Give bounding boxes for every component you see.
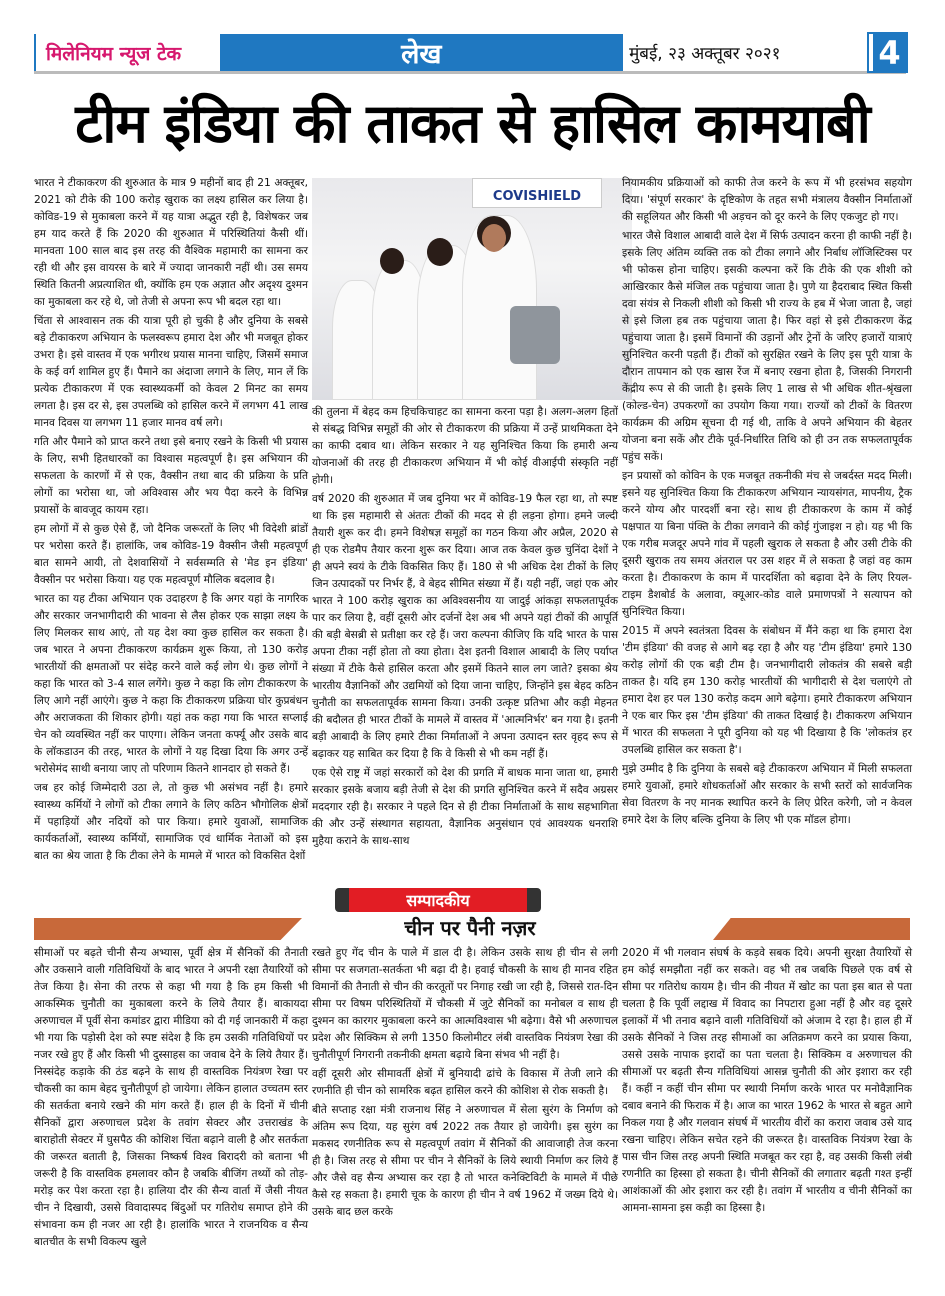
paragraph: मुझे उम्मीद है कि दुनिया के सबसे बड़े टीकाकरण अभियान में मिली सफलता हमारे युवाओं, हमारे शोधकर्ताओं और सरकार के सभी स्तरों को सार्वजनिक सेवा वितरण के नए मानक स्थापित करने के लिए प्रेरित करेगी, जो न केवल हमारे देश के लिए बल्कि दुनिया के लिए भी एक मॉडल होगा। <box>622 763 912 826</box>
paragraph: इन प्रयासों को कोविन के एक मजबूत तकनीकी मंच से जबर्दस्त मदद मिली। इसने यह सुनिश्चित किया कि टीकाकरण अभियान न्यायसंगत, मापनीय, ट्रैक करने योग्य और पारदर्शी बना रहे। साथ ही टीकाकरण के काम में कोई पक्षपात या बिना पंक्ति के टीका लगवाने की कोई गुंजाइश न हो। यह भी कि एक गरीब मजदूर अपने गांव में पहली खुराक ले सकता है और उसी टीके की दूसरी खुराक तय समय अंतराल पर उस शहर में ले सकता है जहां वह काम करता है। टीकाकरण के काम में पारदर्शिता को बढ़ावा देने के लिए रियल-टाइम डैशबोर्ड के अलावा, क्यूआर-कोड वाले प्रमाणपत्रों ने सत्यापन को सुनिश्चित किया। <box>622 470 912 618</box>
face <box>482 224 506 252</box>
vaccination-photo <box>312 178 632 400</box>
editorial-banner: सम्पादकीय <box>335 888 541 912</box>
editorial-column-3 <box>622 945 912 1219</box>
newspaper-brand: मिलेनियम न्यूज टेक <box>34 34 220 71</box>
paragraph: वर्ष 2020 की शुरुआत में जब दुनिया भर में कोविड-19 फैल रहा था, तो स्पष्ट था कि इस महामारी से अंततः टीकों की मदद से ही लड़ना होगा। हमने जल्दी तैयारी शुरू कर दी। हमने विशेषज्ञ समूहों का गठन किया और अप्रैल, 2020 से ही एक रोडमैप तैयार करना शुरू कर दिया। आज तक केवल कुछ चुनिंदा देशों ने ही अपने स्वयं के टीके विकसित किए हैं। 180 से भी अधिक देश टीकों के लिए जिन उत्पादकों पर निर्भर हैं, वे बेहद सीमित संख्या में हैं। यही नहीं, जहां एक ओर भारत ने 100 करोड़ खुराक का अविश्वसनीय या जादुई आंकड़ा सफलतापूर्वक पार कर लिया है, वहीं दूसरी ओर दर्जनों देश अब भी अपने यहां टीकों की आपूर्ति की बड़ी बेसब्री से प्रतीक्षा कर रहे हैं। जरा कल्पना कीजिए कि यदि भारत के पास अपना टीका नहीं होता तो क्या होता। देश इतनी विशाल आबादी के लिए पर्याप्त संख्या में टीके कैसे हासिल करता और इसमें कितने साल लग जाते? इसका श्रेय भारतीय वैज्ञानिकों और उद्यमियों को दिया जाना चाहिए, जिन्होंने इस बेहद कठिन चुनौती का सफलतापूर्वक सामना किया। उनकी उत्कृष्ट प्रतिभा और कड़ी मेहनत की बदौलत ही भारत टीकों के मामले में वास्तव में 'आत्मनिर्भर' बन गया है। इतनी बड़ी आबादी के लिए हमारे टीका निर्माताओं ने अपना उत्पादन स्तर वृहद रूप से बढ़ाकर यह साबित कर दिया है कि वे किसी से भी कम नहीं हैं। <box>312 493 618 760</box>
decorative-bar-right <box>713 918 910 940</box>
paragraph: भारत ने टीकाकरण की शुरुआत के मात्र 9 महीनों बाद ही 21 अक्तूबर, 2021 को टीके की 100 करोड़ खुराक का लक्ष्य हासिल कर लिया है। कोविड-19 से मुकाबला करने में यह यात्रा अद्भुत रही है, विशेषकर जब हम याद करते हैं कि 2020 की शुरुआत में परिस्थितियां कैसी थीं। मानवता 100 साल बाद इस तरह की वैश्विक महामारी का सामना कर रही थी और इस वायरस के बारे में ज्यादा जानकारी नहीं थी। उस समय स्थिति कितनी अप्रत्याशित थी, क्योंकि हम एक अज्ञात और अदृश्य दुश्मन का मुकाबला कर रहे थे, जो तेजी से अपना रूप भी बदल रहा था। <box>34 177 308 308</box>
vaccine-cooler <box>510 306 560 364</box>
covishield-box: COVISHIELD <box>472 178 602 208</box>
article-column-3 <box>622 175 912 831</box>
paragraph: एक ऐसे राष्ट्र में जहां सरकारों को देश की प्रगति में बाधक माना जाता था, हमारी सरकार इसके बजाय बड़ी तेजी से देश की प्रगति सुनिश्चित करने में सदैव अग्रसर मददगार रही है। सरकार ने पहले दिन से ही टीका निर्माताओं के साथ सहभागिता की और उन्हें संस्थागत सहायता, वैज्ञानिक अनुसंधान एवं आवश्यक धनराशि मुहैया कराने के साथ-साथ <box>312 767 618 847</box>
editorial-title: चीन पर पैनी नज़र <box>404 916 536 940</box>
paragraph: भारत जैसे विशाल आबादी वाले देश में सिर्फ उत्पादन करना ही काफी नहीं है। इसके लिए अंतिम व्यक्ति तक को टीका लगाने और निर्बाध लॉजिस्टिक्स पर भी फोकस होना चाहिए। इसकी कल्पना करें कि टीके की एक शीशी को आखिरकार कैसे मंजिल तक पहुंचाया जाता है। पुणे या हैदराबाद स्थित किसी दवा संयंत्र से निकली शीशी को किसी भी राज्य के हब में भेजा जाता है, जहां से इसे जिला हब तक पहुंचाया जाता है। फिर वहां से इसे टीकाकरण केंद्र पहुंचाया जाता है। इसमें विमानों की उड़ानों और ट्रेनों के जरिए हजारों यात्राएं सुनिश्चित करनी पड़ती हैं। टीकों को सुरक्षित रखने के लिए इस पूरी यात्रा के दौरान तापमान को एक खास रेंज में बनाए रखना होता है, जिसकी निगरानी केंद्रीय रूप से की जाती है। इसके लिए 1 लाख से भी अधिक शीत-श्रृंखला (कोल्ड-चेन) उपकरणों का उपयोग किया गया। राज्यों को टीकों के वितरण कार्यक्रम की अग्रिम सूचना दी गई थी, ताकि वे अपने अभियान की बेहतर योजना बना सकें और टीके पूर्व-निर्धारित तिथि को ही उन तक सफलतापूर्वक पहुंच सकें। <box>622 230 912 463</box>
paragraph: जब हर कोई जिम्मेदारी उठा ले, तो कुछ भी असंभव नहीं है। हमारे स्वास्थ्य कर्मियों ने लोगों को टीका लगाने के लिए कठिन भौगोलिक क्षेत्रों में पहाड़ियों और नदियों को पार किया। हमारे युवाओं, सामाजिक कार्यकर्ताओं, स्वास्थ्य कर्मियों, सामाजिक एवं धार्मिक नेताओं को इस बात का श्रेय जाता है कि टीका लेने के मामले में भारत को विकसित देशों <box>34 782 308 862</box>
decorative-bar-left <box>34 918 302 940</box>
paragraph: गति और पैमाने को प्राप्त करने तथा इसे बनाए रखने के किसी भी प्रयास के लिए, सभी हितधारकों का विश्वास महत्वपूर्ण है। इस अभियान की सफलता के कारणों में से एक, वैक्सीन तथा बाद की प्रक्रिया के प्रति लोगों का भरोसा था, जो अविश्वास और भय पैदा करने के विभिन्न प्रयासों के बावजूद कायम रहा। <box>34 436 308 516</box>
page-header <box>34 34 906 74</box>
paragraph: वहीं दूसरी ओर सीमावर्ती क्षेत्रों में बुनियादी ढांचे के विकास में तेजी लाने की रणनीति ही चीन को सामरिक बढ़त हासिल करने की कोशिश से रोक सकती है। <box>312 1068 618 1097</box>
article-column-1 <box>34 175 308 867</box>
paragraph: नियामकीय प्रक्रियाओं को काफी तेज करने के रूप में भी हरसंभव सहयोग दिया। 'संपूर्ण सरकार' के दृष्टिकोण के तहत सभी मंत्रालय वैक्सीन निर्माताओं की सहूलियत और किसी भी अड़चन को दूर करने के लिए एकजुट हो गए। <box>622 177 912 223</box>
article-headline: टीम इंडिया की ताकत से हासिल कामयाबी <box>75 92 870 155</box>
paragraph: सीमाओं पर बढ़ते चीनी सैन्य अभ्यास, पूर्वी क्षेत्र में सैनिकों की तैनाती और उकसाने वाली गतिविधियों के बाद भारत ने अपनी रक्षा तैयारियों को तेज किया है। सेना की तरफ से कहा भी गया है कि हम किसी भी आकस्मिक चुनौती का मुकाबला करने के लिये तैयार हैं। बाकायदा अरुणाचल में पूर्वी सेना कमांडर द्वारा मीडिया को दी गई जानकारी में कहा भी गया कि पड़ोसी देश को स्पष्ट संदेश है कि हम उसकी गतिविधियों पर नजर रखे हुए हैं और किसी भी दुस्साहस का जवाब देने के लिये तैयार हैं। निस्संदेह कड़ाके की ठंड बढ़ने के साथ ही वास्तविक नियंत्रण रेखा पर चौकसी का काम बेहद चुनौतीपूर्ण हो जायेगा। लेकिन हालात उच्चतम स्तर की सतर्कता बनाये रखने की मांग करते हैं। हाल ही के दिनों में चीनी सैनिकों द्वारा अरुणाचल प्रदेश के तवांग सेक्टर और उत्तराखंड के बाराहोती सेक्टर में घुसपैठ की कोशिश चिंता बढ़ाने वाली है और सतर्कता की जरूरत बताती है, जिसका निष्कर्ष विश्व बिरादरी को बताना भी जरूरी है कि वास्तविक हमलावर कौन है जबकि बीजिंग तथ्यों को तोड़-मरोड़ कर पेश करता रहा है। हालिया दौर की सैन्य वार्ता में जैसी नीयत चीन ने दिखायी, उससे विवादास्पद बिंदुओं पर गतिरोध समाप्त होने की संभावना कम ही नजर आ रही है। हालांकि भारत ने राजनयिक व सैन्य बातचीत के सभी विकल्प खुले <box>34 947 308 1248</box>
head <box>380 248 404 274</box>
paragraph: 2020 में भी गलवान संघर्ष के कड़वे सबक दिये। अपनी सुरक्षा तैयारियों से हम कोई समझौता नहीं कर सकते। वह भी तब जबकि पिछले एक वर्ष से सीमा पर गतिरोध कायम है। चीन की नीयत में खोट का पता इस बात से पता चलता है कि पूर्वी लद्दाख में विवाद का निपटारा हुआ नहीं है और वह दूसरे इलाकों में भी तनाव बढ़ाने वाली गतिविधियों को अंजाम दे रहा है। हाल ही में उसके सैनिकों ने जिस तरह सीमाओं का अतिक्रमण करने का प्रयास किया, उससे उसके नापाक इरादों का पता चलता है। सिक्किम व अरुणाचल की सीमाओं पर बढ़ती सैन्य गतिविधियां आसन्न चुनौती की ओर इशारा कर रही हैं। कहीं न कहीं चीन सीमा पर स्थायी निर्माण करके भारत पर मनोवैज्ञानिक दबाव बनाने की फिराक में है। आज का भारत 1962 के भारत से बहुत आगे निकल गया है और गलवान संघर्ष में भारतीय वीरों का करारा जवाब उसे याद रखना चाहिए। लेकिन सचेत रहने की जरूरत है। वास्तविक नियंत्रण रेखा के पास चीन जिस तरह अपनी स्थिति मजबूत कर रहा है, वह उसकी किसी लंबी रणनीति का हिस्सा हो सकता है। चीनी सैनिकों की लगातार बढ़ती गश्त इन्हीं आशंकाओं की ओर इशारा कर रही है। तवांग में भारतीय व चीनी सैनिकों का आमना-सामना इस कड़ी का हिस्सा है। <box>622 947 912 1214</box>
paragraph: चिंता से आश्वासन तक की यात्रा पूरी हो चुकी है और दुनिया के सबसे बड़े टीकाकरण अभियान के फलस्वरूप हमारा देश और भी मजबूत होकर उभरा है। इसे वास्तव में एक भगीरथ प्रयास मानना चाहिए, जिसमें समाज के कई वर्ग शामिल हुए हैं। पैमाने का अंदाजा लगाने के लिए, मान लें कि प्रत्येक टीकाकरण में एक स्वास्थ्यकर्मी को केवल 2 मिनट का समय लगता है। इस दर से, इस उपलब्धि को हासिल करने में लगभग 41 लाख मानव दिवस या लगभग 11 हजार मानव वर्ष लगे। <box>34 315 308 429</box>
page-number: 4 <box>869 34 906 71</box>
edition-date: मुंबई, २३ अक्तूबर २०२१ <box>629 44 781 64</box>
editorial-column-2 <box>312 945 618 1223</box>
editorial-column-1 <box>34 945 308 1253</box>
article-column-2 <box>312 404 618 852</box>
paragraph: हम लोगों में से कुछ ऐसे हैं, जो दैनिक जरूरतों के लिए भी विदेशी ब्रांडों पर भरोसा करते हैं। हालांकि, जब कोविड-19 वैक्सीन जैसी महत्वपूर्ण बात सामने आयी, तो देशवासियों ने सर्वसम्मति से 'मेड इन इंडिया' वैक्सीन पर भरोसा किया। यह एक महत्वपूर्ण मौलिक बदलाव है। <box>34 523 308 586</box>
paragraph: बीते सप्ताह रक्षा मंत्री राजनाथ सिंह ने अरुणाचल में सेला सुरंग के निर्माण को अंतिम रूप दिया, यह सुरंग वर्ष 2022 तक तैयार हो जायेगी। इस सुरंग का मकसद रणनीतिक रूप से महत्वपूर्ण तवांग में सैनिकों की आवाजाही तेज करना ही है। जिस तरह से सीमा पर चीन ने सैनिकों के लिये स्थायी निर्माण कर लिये हैं और जैसे वह सैन्य अभ्यास कर रहा है तो भारत कनेक्टिविटी के मामले में पीछे कैसे रह सकता है। हमारी चूक के कारण ही चीन ने वर्ष 1962 में जख्म दिये थे। उसके बाद छल करके <box>312 1104 618 1218</box>
head <box>427 238 453 266</box>
paragraph: भारत का यह टीका अभियान एक उदाहरण है कि अगर यहां के नागरिक और सरकार जनभागीदारी की भावना से लैस होकर एक साझा लक्ष्य के लिए मिलकर साथ आएं, तो यह देश क्या कुछ हासिल कर सकता है। जब भारत ने अपना टीकाकरण कार्यक्रम शुरू किया, तो 130 करोड़ भारतीयों की क्षमताओं पर संदेह करने वाले कई लोग थे। कुछ लोगों ने कहा कि भारत को 3-4 साल लगेंगे। कुछ ने कहा कि लोग टीकाकरण के लिए आगे नहीं आएंगे। कुछ ने कहा कि टीकाकरण प्रक्रिया घोर कुप्रबंधन और अराजकता की शिकार होगी। यहां तक कहा गया कि भारत सप्लाई चेन को व्यवस्थित नहीं कर पाएगा। लेकिन जनता कर्फ्यू और उसके बाद के लॉकडाउन की तरह, भारत के लोगों ने यह दिखा दिया कि अगर उन्हें भरोसेमंद साथी बनाया जाए तो परिणाम कितने शानदार हो सकते हैं। <box>34 593 308 775</box>
paragraph: 2015 में अपने स्वतंत्रता दिवस के संबोधन में मैंने कहा था कि हमारा देश 'टीम इंडिया' की वजह से आगे बढ़ रहा है और यह 'टीम इंडिया' हमारे 130 करोड़ लोगों की एक बड़ी टीम है। जनभागीदारी लोकतंत्र की सबसे बड़ी ताकत है। यदि हम 130 करोड़ भारतीयों की भागीदारी से देश चलाएंगे तो हमारा देश हर पल 130 करोड़ कदम आगे बढ़ेगा। हमारे टीकाकरण अभियान ने एक बार फिर इस 'टीम इंडिया' की ताकत दिखाई है। टीकाकरण अभियान में भारत की सफलता ने पूरी दुनिया को यह भी दिखाया है कि 'लोकतंत्र हर उपलब्धि हासिल कर सकता है'। <box>622 625 912 756</box>
section-label: लेख <box>220 34 624 71</box>
paragraph: रखते हुए गेंद चीन के पाले में डाल दी है। लेकिन उसके साथ ही चीन से लगी सीमा पर सजगता-सतर्कता भी बढ़ा दी है। हवाई चौकसी के साथ ही मानव रहित विमानों की तैनाती से चीन की करतूतों पर निगाह रखी जा रही है, जिससे रात-दिन सीमा पर विषम परिस्थितियों में चौकसी में जुटे सैनिकों का मनोबल व साथ ही दुश्मन का कारगर मुकाबला करने का आत्मविश्वास भी बढ़ेगा। वैसे भी अरुणाचल प्रदेश और सिक्किम से लगी 1350 किलोमीटर लंबी वास्तविक नियंत्रण रेखा की चुनौतीपूर्ण निगरानी तकनीकी क्षमता बढ़ाये बिना संभव भी नहीं है। <box>312 947 618 1061</box>
paragraph: की तुलना में बेहद कम हिचकिचाहट का सामना करना पड़ा है। अलग-अलग हितों से संबद्ध विभिन्न समूहों की ओर से टीकाकरण की प्रक्रिया में उन्हें प्राथमिकता देने का काफी दबाव था। लेकिन सरकार ने यह सुनिश्चित किया कि हमारी अन्य योजनाओं की तरह ही टीकाकरण अभियान में भी कोई वीआईपी संस्कृति नहीं होगी। <box>312 406 618 486</box>
